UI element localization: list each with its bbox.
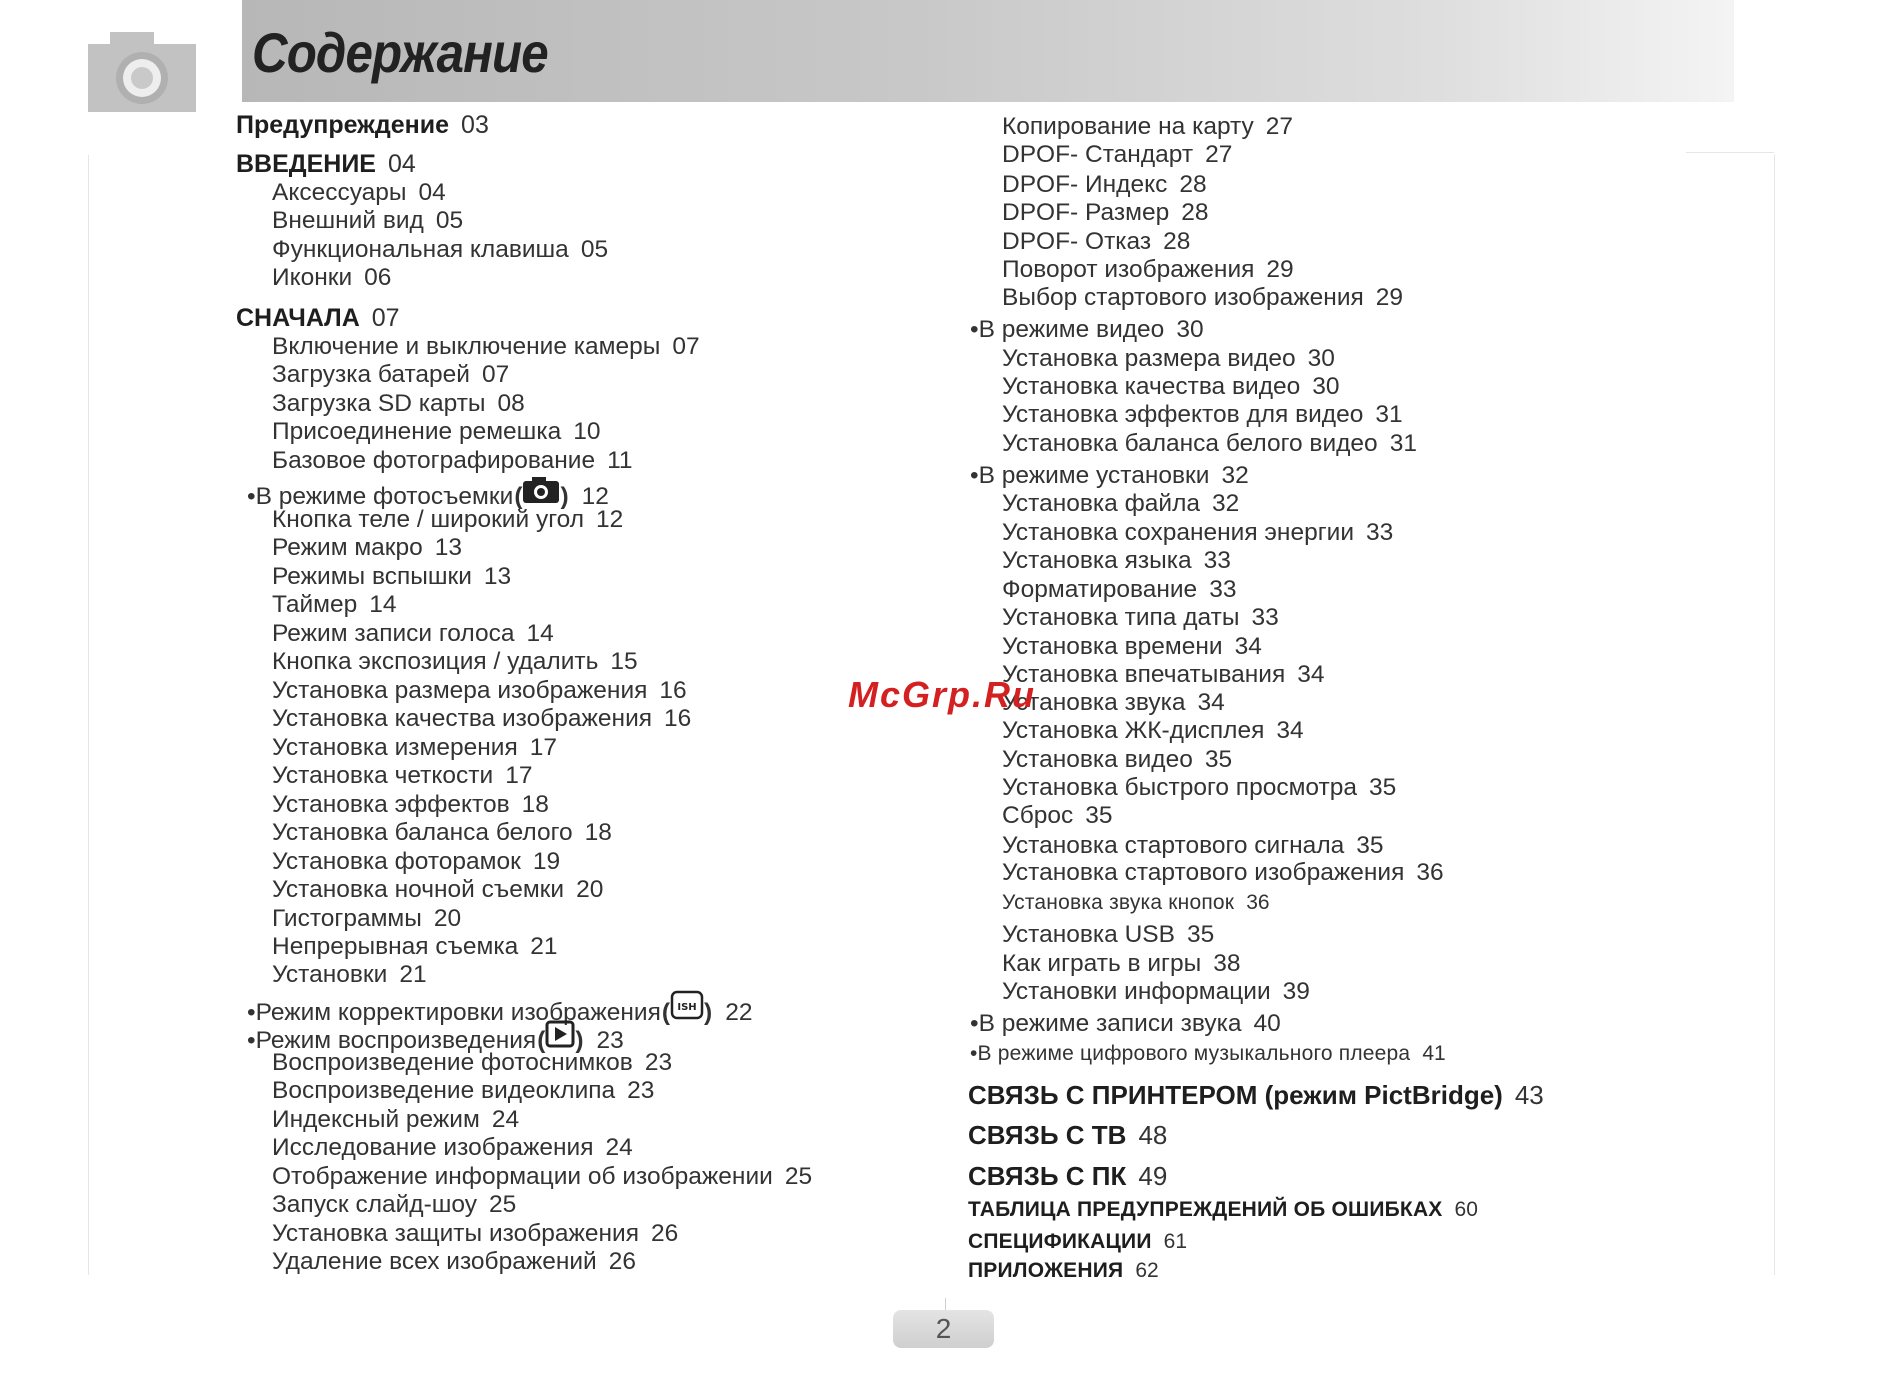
toc-entry-label: Гистограммы bbox=[272, 905, 422, 932]
toc-entry-label: Установка типа даты bbox=[1002, 604, 1240, 631]
toc-entry-label: Внешний вид bbox=[272, 207, 424, 234]
toc-entry-label: Сброс bbox=[1002, 802, 1074, 829]
toc-entry-page: 34 bbox=[1297, 661, 1325, 688]
toc-entry-page: 27 bbox=[1205, 141, 1233, 168]
toc-entry-page: 07 bbox=[672, 333, 700, 360]
toc-entry-label: Кнопка теле / широкий угол bbox=[272, 506, 585, 533]
toc-entry-page: 61 bbox=[1163, 1230, 1187, 1253]
toc-entry-page: 34 bbox=[1234, 633, 1262, 660]
toc-entry-page: 16 bbox=[664, 705, 692, 732]
toc-entry-label: Установка четкости bbox=[272, 762, 494, 789]
page-title: Содержание bbox=[252, 21, 548, 84]
toc-entry-label: Иконки bbox=[272, 264, 353, 291]
toc-entry-label: Установка фоторамок bbox=[272, 848, 521, 875]
toc-entry-page: 30 bbox=[1176, 316, 1204, 343]
toc-entry-page: 23 bbox=[644, 1049, 673, 1076]
toc-entry-label: Установка эффектов bbox=[272, 791, 510, 818]
toc-entry-page: 34 bbox=[1197, 689, 1225, 716]
toc-entry-page: 28 bbox=[1179, 171, 1207, 198]
toc-entry-label: Установка видео bbox=[1002, 746, 1193, 773]
toc-entry-page: 03 bbox=[461, 111, 489, 139]
watermark: McGrp.Ru bbox=[848, 674, 1037, 715]
toc-entry-label: Режимы вспышки bbox=[272, 563, 472, 590]
toc-entry-label: СНАЧАЛА bbox=[236, 304, 360, 332]
page-frame-line bbox=[1774, 155, 1775, 1275]
toc-entry-page: 28 bbox=[1181, 199, 1209, 226]
toc-entry-page: 08 bbox=[497, 390, 525, 417]
toc-entry-label: Установки bbox=[272, 961, 388, 988]
toc-entry-page: 05 bbox=[580, 236, 609, 263]
toc-entry-label: •В режиме записи звука bbox=[970, 1010, 1242, 1037]
toc-entry-page: 14 bbox=[369, 591, 397, 618]
toc-entry-page: 04 bbox=[387, 150, 416, 178]
toc-entry-label: Режим макро bbox=[272, 534, 423, 561]
toc-entry-page: 04 bbox=[418, 179, 446, 206]
toc-entry-label: Установка ЖК-дисплея bbox=[1002, 717, 1265, 744]
toc-entry-page: 16 bbox=[659, 677, 687, 704]
toc-entry-page: 29 bbox=[1375, 284, 1404, 311]
toc-entry-label: Установка измерения bbox=[272, 734, 518, 761]
toc-entry-label: Базовое фотографирование bbox=[272, 447, 596, 474]
toc-entry-label: •В режиме установки bbox=[970, 462, 1210, 489]
toc-entry-page: 10 bbox=[573, 418, 601, 445]
toc-entry-page: 28 bbox=[1163, 228, 1191, 255]
toc-entry-label: •В режиме фотосъемки bbox=[247, 483, 514, 510]
toc-entry-page: 40 bbox=[1253, 1010, 1281, 1037]
toc-entry-label: Копирование на карту bbox=[1002, 113, 1254, 140]
toc-entry-label: Установка баланса белого bbox=[272, 819, 573, 846]
toc-entry-label: Загрузка батарей bbox=[272, 361, 470, 388]
toc-entry-page: 26 bbox=[651, 1220, 679, 1247]
toc-entry-label: DPOF- Отказ bbox=[1002, 228, 1152, 255]
toc-entry-page: 60 bbox=[1454, 1198, 1478, 1221]
toc-entry-label: СВЯЗЬ С ТВ bbox=[968, 1120, 1127, 1150]
page-number-tick bbox=[945, 1298, 946, 1310]
toc-entry-page: 62 bbox=[1135, 1259, 1159, 1282]
svg-text:ISH: ISH bbox=[677, 1002, 697, 1013]
toc-entry-label: Режим записи голоса bbox=[272, 620, 515, 647]
toc-entry-label: Установка размера видео bbox=[1002, 345, 1296, 372]
toc-entry-label: Предупреждение bbox=[236, 111, 450, 139]
toc-entry-page: 29 bbox=[1266, 256, 1294, 283]
toc-entry-page: 33 bbox=[1203, 547, 1231, 574]
toc-entry-page: 31 bbox=[1389, 430, 1417, 457]
toc-entry-page: 25 bbox=[489, 1191, 517, 1218]
toc-entry-label: Установка стартового изображения bbox=[1002, 859, 1405, 886]
toc-entry-label: ТАБЛИЦА ПРЕДУПРЕЖДЕНИЙ ОБ ОШИБКАХ bbox=[968, 1198, 1443, 1221]
toc-entry-page: 14 bbox=[526, 620, 554, 647]
toc-entry-label: Запуск слайд-шоу bbox=[272, 1191, 478, 1218]
toc-entry-label: Установка размера изображения bbox=[272, 677, 648, 704]
toc-entry-page: 23 bbox=[596, 1027, 624, 1054]
toc-entry-page: 38 bbox=[1213, 950, 1241, 977]
toc-entry-label: Кнопка экспозиция / удалить bbox=[272, 648, 599, 675]
toc-entry-page: 33 bbox=[1251, 604, 1279, 631]
toc-entry-page: 32 bbox=[1221, 462, 1249, 489]
toc-entry-page: 43 bbox=[1514, 1080, 1544, 1110]
toc-entry-page: 07 bbox=[371, 304, 400, 332]
toc-entry-label: Загрузка SD карты bbox=[272, 390, 486, 417]
toc-entry-label: ВВЕДЕНИЕ bbox=[236, 150, 376, 178]
toc-entry-label: Установка USB bbox=[1002, 921, 1175, 948]
toc-entry-label: Установка звука кнопок bbox=[1002, 891, 1235, 914]
toc-entry-page: 19 bbox=[532, 848, 561, 875]
toc-entry-label: Установка звука bbox=[1002, 689, 1186, 716]
toc-entry-label: •В режиме видео bbox=[970, 316, 1165, 343]
camera-icon bbox=[88, 32, 196, 112]
toc-entry-label: Установка защиты изображения bbox=[272, 1220, 639, 1247]
toc-entry-page: 48 bbox=[1138, 1120, 1168, 1150]
toc-entry-page: 24 bbox=[605, 1134, 633, 1161]
toc-entry-label: Как играть в игры bbox=[1002, 950, 1202, 977]
toc-entry-label: Выбор стартового изображения bbox=[1002, 284, 1364, 311]
toc-entry-label: Отображение информации об изображении bbox=[272, 1163, 773, 1190]
toc-entry-page: 15 bbox=[610, 648, 638, 675]
toc-entry-page: 36 bbox=[1416, 859, 1444, 886]
toc-entry-page: 33 bbox=[1209, 576, 1237, 603]
toc-entry-label: Установка времени bbox=[1002, 633, 1223, 660]
toc-entry-label: Поворот изображения bbox=[1002, 256, 1255, 283]
toc-entry-label: Установки информации bbox=[1002, 978, 1271, 1005]
toc-entry-label: ПРИЛОЖЕНИЯ bbox=[968, 1259, 1124, 1282]
toc-entry-page: 36 bbox=[1246, 891, 1270, 914]
toc-entry-label: Установка языка bbox=[1002, 547, 1192, 574]
toc-entry-page: 13 bbox=[434, 534, 463, 561]
toc-entry-page: 13 bbox=[483, 563, 512, 590]
toc-entry-page: 06 bbox=[364, 264, 392, 291]
toc-entry-page: 17 bbox=[505, 762, 533, 789]
page-frame-line bbox=[88, 155, 89, 1275]
toc-entry-label: •Режим воспроизведения bbox=[247, 1027, 537, 1054]
toc-entry-label: Таймер bbox=[272, 591, 358, 618]
toc-entry-page: 30 bbox=[1307, 345, 1335, 372]
toc-entry-page: 35 bbox=[1204, 746, 1233, 773]
toc-entry-label: Установка быстрого просмотра bbox=[1002, 774, 1357, 801]
toc-entry-label: Установка впечатывания bbox=[1002, 661, 1286, 688]
toc-entry-page: 34 bbox=[1276, 717, 1304, 744]
toc-entry-page: 18 bbox=[521, 791, 549, 818]
toc-entry-label: Установка ночной съемки bbox=[272, 876, 565, 903]
toc-entry-label: Установка эффектов для видео bbox=[1002, 401, 1364, 428]
toc-entry-page: 24 bbox=[491, 1106, 520, 1133]
toc-entry-label: Включение и выключение камеры bbox=[272, 333, 661, 360]
toc-entry-page: 07 bbox=[481, 361, 510, 388]
toc-entry-label: DPOF- Стандарт bbox=[1002, 141, 1194, 168]
page-number: 2 bbox=[893, 1310, 994, 1348]
toc-entry-page: 21 bbox=[399, 961, 427, 988]
toc-entry-page: 35 bbox=[1085, 802, 1113, 829]
toc-entry-page: 35 bbox=[1186, 921, 1215, 948]
toc-entry-page: 20 bbox=[433, 905, 462, 932]
toc-entry-label: Исследование изображения bbox=[272, 1134, 594, 1161]
play-mode-icon: ( ) bbox=[537, 1020, 583, 1056]
toc-entry-page: 12 bbox=[596, 506, 624, 533]
toc-entry-label: Непрерывная съемка bbox=[272, 933, 519, 960]
toc-entry-page: 39 bbox=[1282, 978, 1310, 1005]
toc-entry-label: Установка сохранения энергии bbox=[1002, 519, 1355, 546]
toc-entry-label: Установка качества видео bbox=[1002, 373, 1301, 400]
toc-entry-label: Аксессуары bbox=[272, 179, 407, 206]
toc-entry-page: 12 bbox=[581, 483, 609, 510]
toc-entry-page: 23 bbox=[627, 1077, 655, 1104]
toc-entry-page: 21 bbox=[530, 933, 558, 960]
toc-entry-page: 11 bbox=[607, 447, 633, 474]
toc-entry-label: DPOF- Индекс bbox=[1002, 171, 1168, 198]
toc-entry-page: 32 bbox=[1212, 490, 1240, 517]
toc-entry-page: 22 bbox=[725, 999, 753, 1026]
toc-entry-label: Воспроизведение видеоклипа bbox=[272, 1077, 616, 1104]
toc-entry-page: 41 bbox=[1422, 1042, 1446, 1065]
toc-entry-label: Присоединение ремешка bbox=[272, 418, 562, 445]
toc-entry-page: 35 bbox=[1368, 774, 1397, 801]
toc-entry-page: 27 bbox=[1265, 113, 1294, 140]
page-frame-line bbox=[1686, 152, 1774, 153]
toc-entry-label: Установка стартового сигнала bbox=[1002, 832, 1345, 859]
toc-entry-page: 17 bbox=[529, 734, 557, 761]
toc-entry-label: Удаление всех изображений bbox=[272, 1248, 597, 1275]
toc-entry-page: 49 bbox=[1138, 1161, 1168, 1191]
toc-entry-label: •Режим корректировки изображения bbox=[247, 999, 661, 1026]
toc-entry-page: 30 bbox=[1312, 373, 1340, 400]
toc-entry-label: Установка файла bbox=[1002, 490, 1200, 517]
toc-entry-label: СПЕЦИФИКАЦИИ bbox=[968, 1230, 1152, 1253]
toc-entry-label: СВЯЗЬ С ПРИНТЕРОМ (режим PictBridge) bbox=[968, 1080, 1503, 1110]
toc-entry-label: Индексный режим bbox=[272, 1106, 480, 1133]
camera-mode-icon: ( ) bbox=[514, 476, 568, 512]
toc-entry-label: DPOF- Размер bbox=[1002, 199, 1170, 226]
toc-entry-label: Установка качества изображения bbox=[272, 705, 653, 732]
toc-entry-page: 31 bbox=[1375, 401, 1403, 428]
toc-entry-label: •В режиме цифрового музыкального плеера bbox=[970, 1042, 1411, 1065]
toc-entry-label: СВЯЗЬ С ПК bbox=[968, 1161, 1127, 1191]
toc-entry-page: 33 bbox=[1366, 519, 1394, 546]
toc-entry-page: 25 bbox=[784, 1163, 813, 1190]
toc-entry-page: 35 bbox=[1356, 832, 1384, 859]
toc-entry-label: Функциональная клавиша bbox=[272, 236, 569, 263]
toc-entry-page: 20 bbox=[576, 876, 604, 903]
toc-entry-label: Воспроизведение фотоснимков bbox=[272, 1049, 633, 1076]
toc-entry-page: 05 bbox=[435, 207, 464, 234]
ish-mode-icon: ( ISH ) bbox=[662, 990, 712, 1028]
toc-entry-page: 26 bbox=[608, 1248, 637, 1275]
toc-entry-label: Форматирование bbox=[1002, 576, 1198, 603]
toc-entry-label: Установка баланса белого видео bbox=[1002, 430, 1378, 457]
toc-entry-page: 18 bbox=[584, 819, 612, 846]
